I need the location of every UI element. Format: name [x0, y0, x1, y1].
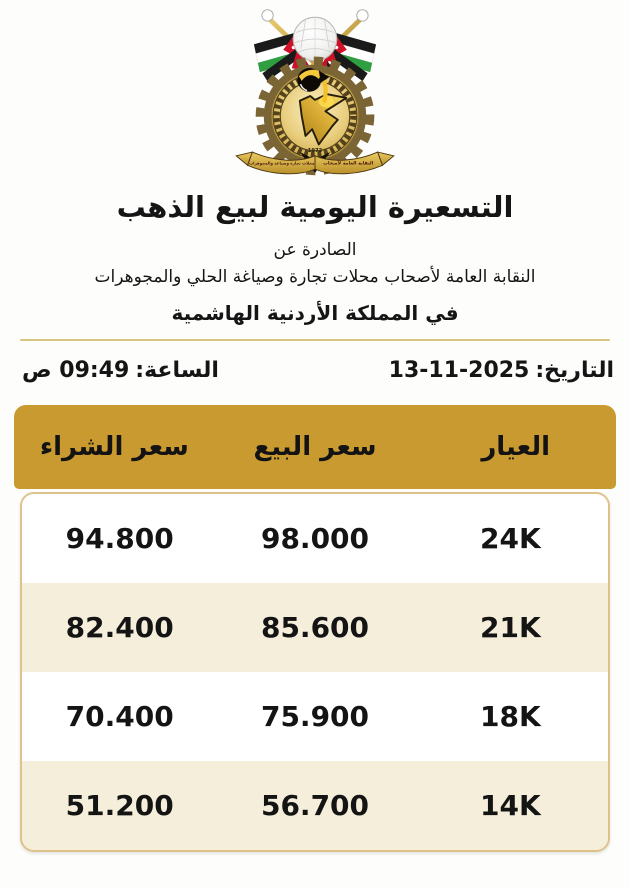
table-row-14k	[22, 761, 608, 850]
buy-price-cell: 51.200	[65, 789, 174, 823]
karat-cell: 14K	[480, 789, 541, 823]
ribbon-right-text: النقابة العامة لأصحاب	[323, 161, 374, 167]
buy-price-cell: 94.800	[65, 522, 174, 556]
issued-by-line: الصادرة عن	[273, 240, 357, 260]
table-header	[14, 405, 616, 489]
date-label: التاريخ:	[535, 358, 614, 384]
syndicate-emblem-graphic	[220, 4, 410, 190]
page-title: التسعيرة اليومية لبيع الذهب	[116, 190, 514, 224]
syndicate-logo	[0, 0, 630, 188]
syndicate-name-line: النقابة العامة لأصحاب محلات تجارة وصياغة الحلي والمجوهرات	[94, 266, 536, 287]
date-field	[383, 358, 614, 383]
karat-cell: 18K	[480, 700, 541, 734]
sell-price-cell: 85.600	[260, 611, 370, 645]
date-value: 13-11-2025	[388, 358, 530, 384]
table-row-24k	[22, 494, 608, 583]
column-header-karat: العيار	[481, 432, 551, 463]
buy-price-cell: 82.400	[65, 611, 174, 645]
sell-price-cell: 75.900	[260, 700, 370, 734]
kingdom-line: في المملكة الأردنية الهاشمية	[171, 301, 459, 326]
time-field	[16, 358, 219, 383]
column-header-sell-price: سعر البيع	[253, 432, 377, 463]
sell-price-cell: 56.700	[260, 789, 370, 823]
karat-cell: 24K	[480, 522, 541, 556]
buy-price-cell: 70.400	[65, 700, 174, 734]
price-table	[20, 492, 610, 852]
time-value: 09:49 ص	[22, 358, 130, 384]
pearl-sphere-icon	[293, 17, 337, 61]
founding-year: 1972	[307, 148, 323, 155]
date-time-row	[0, 341, 630, 383]
sell-price-cell: 98.000	[260, 522, 370, 556]
time-label: الساعة:	[135, 358, 219, 384]
column-header-buy-price: سعر الشراء	[39, 432, 189, 463]
table-row-18k	[22, 672, 608, 761]
karat-cell: 21K	[480, 611, 541, 645]
table-row-21k	[22, 583, 608, 672]
ribbon-left-text: محلات تجارة وصياغة والمجوهرات	[249, 160, 315, 166]
